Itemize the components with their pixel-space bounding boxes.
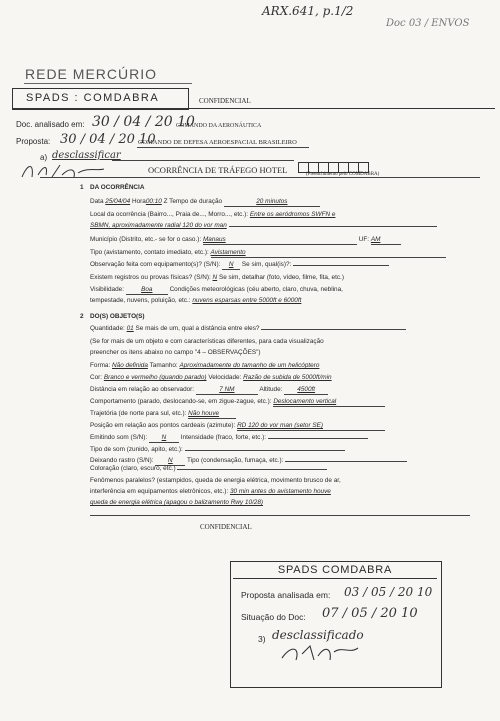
logo-divider <box>24 83 192 84</box>
stamp-situacao-value: 07 / 05 / 20 10 <box>322 606 418 621</box>
row-local <box>90 211 335 219</box>
row-fenomenos <box>90 488 331 496</box>
visib-label: Visibilidade: <box>90 286 124 293</box>
tipo-som-label: Tipo de som (zunido, apito, etc.): <box>90 446 183 453</box>
obs-blank <box>293 265 389 266</box>
row-equipamento <box>90 261 389 270</box>
dist-value: 7 NM <box>196 386 258 395</box>
spads-title: SPADS : COMDABRA <box>26 92 160 104</box>
stamp-title: SPADS COMDABRA <box>277 564 393 576</box>
tamanho-value: Aproximadamente do tamanho de um helicóptero <box>179 362 320 369</box>
fenomenos-value-2 <box>90 499 263 507</box>
alt-value: 4500ft <box>284 386 328 395</box>
comando-aeronautica: COMANDO DA AERONÁUTICA <box>176 123 262 129</box>
local-value-1: Entre os aeródromos SWFN e <box>249 211 336 218</box>
dist-label: Distância em relação ao observador: <box>90 386 195 393</box>
stamp-title-rule <box>233 578 437 579</box>
veloc-label: Velocidade: <box>208 374 242 381</box>
row-visibilidade <box>90 286 343 295</box>
row-data <box>90 198 320 207</box>
uf-value: AM <box>371 236 401 245</box>
registros-suffix: Se sim, detalhar (foto, vídeo, filme, fita, etc.) <box>218 274 344 281</box>
code-cells <box>298 162 368 180</box>
local-value-2: SBMN, aproximadamente radial 120 do vor man <box>90 222 227 229</box>
section2-number: 2 <box>80 313 84 320</box>
row-som <box>90 434 368 443</box>
coloracao-label: Coloração (claro, escuro, etc.) <box>90 465 176 472</box>
sign-prefix: a) <box>40 153 48 162</box>
pos-label: Posição em relação aos pontos cardeais (azimute): <box>90 422 236 429</box>
obs-value: N <box>222 261 240 270</box>
fenomenos-label-1: Fenômenos paralelos? (estampidos, queda de energia elétrica, movimento brusco de ar, <box>90 477 341 484</box>
row-coloracao <box>90 465 327 473</box>
row-posicao <box>90 422 385 431</box>
row-municipio <box>90 236 401 245</box>
stamp-sign-text: desclassificado <box>272 628 364 642</box>
row-forma <box>90 362 319 370</box>
stamp-sign-prefix: 3) <box>258 634 266 644</box>
proposta-label: Proposta: <box>16 137 51 146</box>
stamp-situacao-label: Situação do Doc: <box>241 612 306 622</box>
tempo-value: 20 minutos <box>224 198 320 207</box>
tipo-value: Avistamento <box>211 249 446 258</box>
stamp-proposta-label: Proposta analisada em: <box>241 590 331 600</box>
doc-analisado-label: Doc. analisado em: <box>16 120 85 129</box>
local-label: Local da ocorrência (Bairro..., Praia de..., Morro..., etc.): <box>90 211 249 218</box>
qtd-label: Quantidade: <box>90 325 125 332</box>
note-line-1: (Se for mais de um objeto e com características diferentes, para cada visualização <box>90 338 324 345</box>
forma-label: Forma: <box>90 362 111 369</box>
row-cor <box>90 374 332 382</box>
cor-value: Branco e vermelho (quando parado) <box>103 374 207 381</box>
report-title: OCORRÊNCIA DE TRÁFEGO HOTEL <box>148 165 288 175</box>
registros-value: N <box>212 274 218 281</box>
coloracao-blank <box>177 469 327 470</box>
row-tipo-som <box>90 446 345 454</box>
municipio-label: Município (Distrito, etc.- se for o caso.): <box>90 236 202 243</box>
code-note: (Preenchimento pelo COMDABRA) <box>306 172 380 177</box>
obs-suffix: Se sim, qual(is)?: <box>241 261 292 268</box>
tipo-som-blank <box>185 450 345 451</box>
intens-blank <box>268 438 368 439</box>
confidencial-top: CONFIDENCIAL <box>199 97 251 105</box>
stamp-signature-scribble <box>280 640 360 666</box>
data-label: Data <box>90 198 104 205</box>
rastro-value: N <box>155 457 185 466</box>
alt-label: Altitude: <box>259 386 283 393</box>
qtd-blank <box>261 329 406 330</box>
registros-label: Existem registros ou provas físicas? (S/N): <box>90 274 211 281</box>
stamp-proposta-value: 03 / 05 / 20 10 <box>344 585 433 599</box>
qtd-suffix: Se mais de um, qual a distância entre eles? <box>135 325 260 332</box>
data-value: 25/04/04 <box>105 198 131 205</box>
som-value: N <box>149 434 179 443</box>
row-tipo <box>90 249 446 258</box>
tipo-label: Tipo (avistamento, contato imediato, etc.): <box>90 249 209 256</box>
title-overline <box>112 160 294 161</box>
comando-defesa-underline <box>137 147 309 148</box>
cond-label: Condições meteorológicas (céu aberto, claro, chuva, neblina, <box>169 286 343 293</box>
title-underline <box>40 177 480 178</box>
proposta-date: 30 / 04 / 20 10 <box>60 132 156 147</box>
section1-title: DA OCORRÊNCIA <box>90 184 145 191</box>
qtd-value: 01 <box>126 325 134 332</box>
row-condicoes <box>90 297 301 305</box>
traj-label: Trajetória (de norte para sul, etc.): <box>90 410 187 417</box>
section1-number: 1 <box>80 184 84 191</box>
row-registros <box>90 274 344 282</box>
row-local-2 <box>90 222 437 230</box>
doc-ref: Doc 03 / ENVOS <box>386 18 470 29</box>
row-distancia <box>90 386 328 395</box>
row-trajetoria <box>90 410 236 419</box>
note-line-2: preencher os itens abaixo no campo "4 – OBSERVAÇÕES") <box>90 349 261 356</box>
cond-label-2: tempestade, nuvens, poluição, etc.: <box>90 297 191 304</box>
traj-value: Não houve <box>188 410 236 419</box>
intens-label: Intensidade (fraco, forte, etc.): <box>180 434 267 441</box>
doc-analisado-date: 30 / 04 / 20 10 <box>92 114 195 130</box>
rastro-tipo-blank <box>285 461 407 462</box>
forma-value: Não definida <box>112 362 148 369</box>
cor-label: Cor: <box>90 374 103 381</box>
tempo-label: Z Tempo de duração <box>163 198 223 205</box>
section2-title: DO(S) OBJETO(S) <box>90 313 145 320</box>
comport-value: Deslocamento vertical <box>273 398 385 407</box>
local-blank <box>229 226 437 227</box>
signature-desclassificar: desclassificar <box>52 150 121 161</box>
spads-stamp-box <box>230 561 442 688</box>
rastro-tipo-label: Tipo (condensação, fumaça, etc.): <box>187 457 284 464</box>
comport-label: Comportamento (parado, deslocando-se, em zigue-zague, etc.): <box>90 398 272 405</box>
obs-label: Observação feita com equipamento(s)? (S/N): <box>90 261 221 268</box>
archive-ref: ARX.641, p.1/2 <box>262 4 354 18</box>
pos-value: RD 120 do vor man (setor SE) <box>237 422 385 431</box>
cond-value: nuvens esparsas entre 5000ft e 6000ft <box>192 297 302 304</box>
hora-label: Hora <box>131 198 146 205</box>
municipio-value: Manaus <box>203 236 357 245</box>
row-quantidade <box>90 325 406 333</box>
veloc-value: Razão de subida de 5000ft/min <box>243 374 332 381</box>
som-label: Emitindo som (S/N): <box>90 434 148 441</box>
visib-value: Boa <box>126 286 168 295</box>
comando-defesa: COMANDO DE DEFESA AEROESPACIAL BRASILEIRO <box>138 139 297 146</box>
rastro-label: Deixando rastro (S/N): <box>90 457 154 464</box>
fenomenos-value-2-text: queda de energia elétrica (apagou o balizamento Rwy 10/28) <box>90 499 264 506</box>
uf-label: UF: <box>358 236 370 243</box>
rede-mercurio-logo: REDE MERCÚRIO <box>25 66 158 82</box>
tamanho-label: Tamanho: <box>149 362 178 369</box>
hora-value: 00:10 <box>145 198 162 205</box>
header-rule <box>12 108 495 109</box>
section2-end-rule <box>90 515 470 516</box>
fenomenos-value-1: 30 min antes do avistamento houve <box>229 488 331 495</box>
fenomenos-label-2: interferência em equipamentos eletrônicos, etc.): <box>90 488 229 495</box>
confidencial-bottom: CONFIDENCIAL <box>200 523 252 531</box>
row-comportamento <box>90 398 385 407</box>
